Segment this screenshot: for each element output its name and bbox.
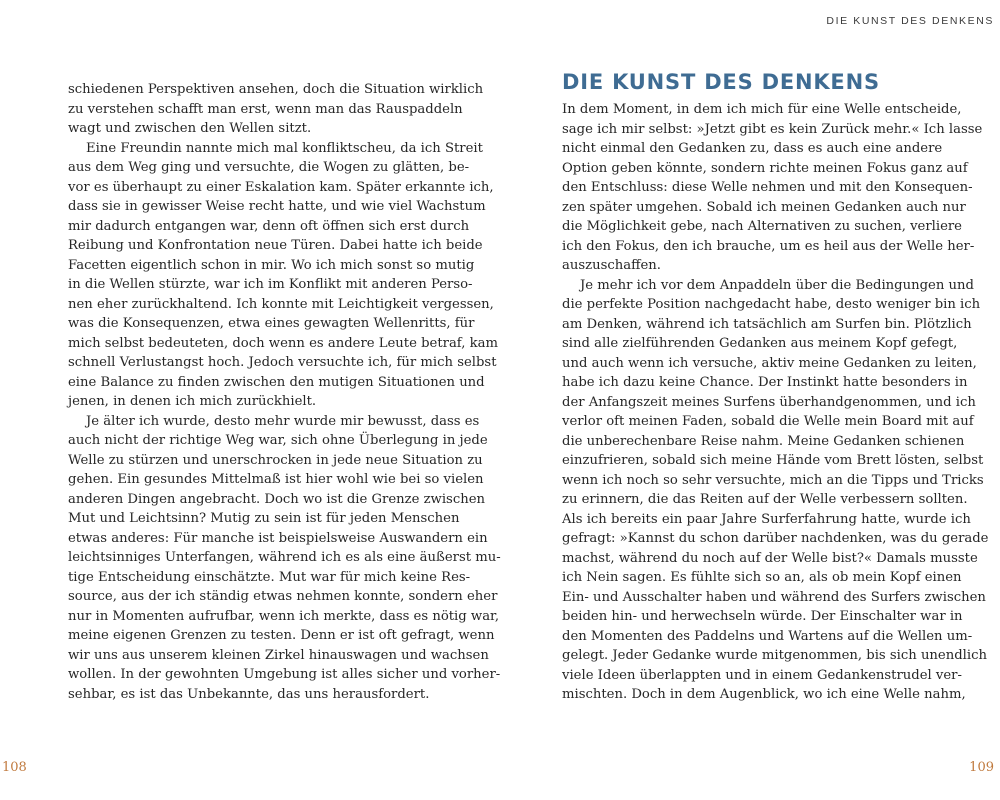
text-line: Reibung und Konfrontation neue Türen. Dabei hatte ich beide bbox=[68, 238, 483, 253]
text-line: zen später umgehen. Sobald ich meinen Gedanken auch nur bbox=[562, 199, 966, 215]
text-line: gefragt: »Kannst du schon darüber nachdenken, was du gerade bbox=[562, 531, 989, 546]
text-line: die perfekte Position nachgedacht habe, desto weniger bin ich bbox=[562, 297, 981, 312]
text-line: sage ich mir selbst: »Jetzt gibt es kein Zurück mehr.« Ich lasse bbox=[562, 121, 983, 137]
page-number-right: 109 bbox=[969, 760, 994, 775]
text-line: Ein- und Ausschalter haben und während des Surfers zwischen bbox=[562, 589, 986, 605]
text-line: auch nicht der richtige Weg war, sich ohne Überlegung in jede bbox=[68, 433, 488, 448]
text-line: die unberechenbare Reise nahm. Meine Gedanken schienen bbox=[562, 433, 965, 449]
text-line: Option geben könnte, sondern richte meinen Fokus ganz auf bbox=[562, 160, 968, 176]
text-line: gelegt. Jeder Gedanke wurde mitgenommen, bis sich unendlich bbox=[562, 648, 987, 663]
text-line: wir uns aus unserem kleinen Zirkel hinauswagen und wachsen bbox=[68, 647, 489, 663]
text-line: ich Nein sagen. Es fühlte sich so an, als ob mein Kopf einen bbox=[562, 570, 962, 585]
text-line: viele Ideen überlappten und in einem Gedankenstrudel ver- bbox=[562, 667, 962, 683]
text-line: nicht einmal den Gedanken zu, dass es auch eine andere bbox=[562, 141, 943, 156]
text-line: am Denken, während ich tatsächlich am Surfen bin. Plötzlich bbox=[562, 316, 972, 332]
text-line: nen eher zurückhaltend. Ich konnte mit Leichtigkeit vergessen, bbox=[68, 296, 494, 312]
text-line: Je älter ich wurde, desto mehr wurde mir bewusst, dass es bbox=[86, 413, 480, 429]
text-line: Als ich bereits ein paar Jahre Surferfahrung hatte, wurde ich bbox=[562, 511, 971, 527]
text-line: mir dadurch entgangen war, denn oft öffnen sich erst durch bbox=[68, 218, 470, 234]
text-line: beiden hin- und herwechseln würde. Der Einschalter war in bbox=[562, 609, 963, 624]
text-line: schnell Verlustangst hoch. Jedoch versuchte ich, für mich selbst bbox=[68, 355, 497, 370]
text-line: tige Entscheidung einschätzte. Mut war für mich keine Res- bbox=[68, 569, 471, 585]
text-line: anderen Dingen angebracht. Doch wo ist die Grenze zwischen bbox=[68, 491, 485, 507]
text-line: auszuschaffen. bbox=[562, 258, 661, 273]
text-line: mischten. Doch in dem Augenblick, wo ich eine Welle nahm, bbox=[562, 687, 966, 702]
text-line: Welle zu stürzen und unerschrocken in jede neue Situation zu bbox=[68, 452, 483, 468]
right-page-body bbox=[562, 100, 989, 705]
text-line: dass sie in gewisser Weise recht hatte, und wie viel Wachstum bbox=[68, 199, 486, 214]
text-line: was die Konsequenzen, etwa eines gewagten Wellenritts, für bbox=[68, 316, 475, 331]
text-line: die Möglichkeit gebe, nach Alternativen zu suchen, verliere bbox=[562, 219, 962, 234]
text-line: Facetten eigentlich schon in mir. Wo ich mich sonst so mutig bbox=[68, 257, 475, 273]
text-line: meine eigenen Grenzen zu testen. Denn er ist oft gefragt, wenn bbox=[68, 628, 495, 643]
text-line: eine Balance zu finden zwischen den mutigen Situationen und bbox=[68, 374, 485, 390]
right-page bbox=[500, 0, 1000, 800]
text-line: source, aus der ich ständig etwas nehmen konnte, sondern eher bbox=[68, 589, 498, 604]
text-line: sehbar, es ist das Unbekannte, das uns herausfordert. bbox=[68, 686, 430, 702]
text-line: habe ich dazu keine Chance. Der Instinkt hatte besonders in bbox=[562, 375, 968, 390]
text-line: verlor oft meinen Faden, sobald die Welle mein Board mit auf bbox=[562, 414, 974, 429]
text-line: Je mehr ich vor dem Anpaddeln über die Bedingungen und bbox=[580, 277, 974, 293]
text-line: sind alle zielführenden Gedanken aus meinem Kopf gefegt, bbox=[562, 336, 958, 351]
text-line: machst, während du noch auf der Welle bist?« Damals musste bbox=[562, 550, 978, 566]
text-line: mich selbst bedeuteten, doch wenn es andere Leute betraf, kam bbox=[68, 335, 498, 351]
text-line: gehen. Ein gesundes Mittelmaß ist hier wohl wie bei so vielen bbox=[68, 472, 484, 487]
text-line: und auch wenn ich versuche, aktiv meine Gedanken zu leiten, bbox=[562, 355, 977, 371]
text-line: vor es überhaupt zu einer Eskalation kam. Später erkannte ich, bbox=[68, 179, 494, 195]
text-line: zu erinnern, die das Reiten auf der Welle verbessern sollten. bbox=[562, 492, 968, 507]
text-line: schiedenen Perspektiven ansehen, doch die Situation wirklich bbox=[68, 82, 484, 97]
text-line: wenn ich noch so sehr versuchte, mich an die Tipps und Tricks bbox=[562, 472, 984, 488]
text-line: einzufrieren, sobald sich meine Hände vom Brett lösten, selbst bbox=[562, 453, 984, 468]
page-number-left: 108 bbox=[2, 760, 27, 775]
text-line: etwas anderes: Für manche ist beispielsweise Auswandern ein bbox=[68, 530, 488, 546]
text-line: aus dem Weg ging und versuchte, die Wogen zu glätten, be- bbox=[68, 160, 470, 175]
left-page-body bbox=[68, 80, 501, 704]
text-line: wollen. In der gewohnten Umgebung ist alles sicher und vorher- bbox=[68, 667, 501, 682]
text-line: in die Wellen stürzte, war ich im Konflikt mit anderen Perso- bbox=[68, 277, 473, 292]
text-line: der Anfangszeit meines Surfens überhandgenommen, und ich bbox=[562, 394, 976, 410]
text-line: den Momenten des Paddelns und Wartens auf die Wellen um- bbox=[562, 628, 973, 644]
text-line: Mut und Leichtsinn? Mutig zu sein ist für jeden Menschen bbox=[68, 511, 460, 526]
chapter-title: DIE KUNST DES DENKENS bbox=[562, 70, 880, 94]
text-line: nur in Momenten aufrufbar, wenn ich merkte, dass es nötig war, bbox=[68, 608, 500, 624]
running-head: DIE KUNST DES DENKENS bbox=[826, 15, 994, 27]
text-line: Eine Freundin nannte mich mal konfliktscheu, da ich Streit bbox=[86, 140, 483, 156]
text-line: den Entschluss: diese Welle nehmen und mit den Konsequen- bbox=[562, 180, 973, 195]
text-line: zu verstehen schafft man erst, wenn man das Rauspaddeln bbox=[68, 101, 463, 117]
text-line: In dem Moment, in dem ich mich für eine Welle entscheide, bbox=[562, 102, 962, 117]
text-line: jenen, in denen ich mich zurückhielt. bbox=[68, 394, 317, 409]
text-line: wagt und zwischen den Wellen sitzt. bbox=[68, 121, 312, 136]
text-line: ich den Fokus, den ich brauche, um es heil aus der Welle her- bbox=[562, 238, 975, 254]
text-line: leichtsinniges Unterfangen, während ich es als eine äußerst mu- bbox=[68, 550, 501, 565]
